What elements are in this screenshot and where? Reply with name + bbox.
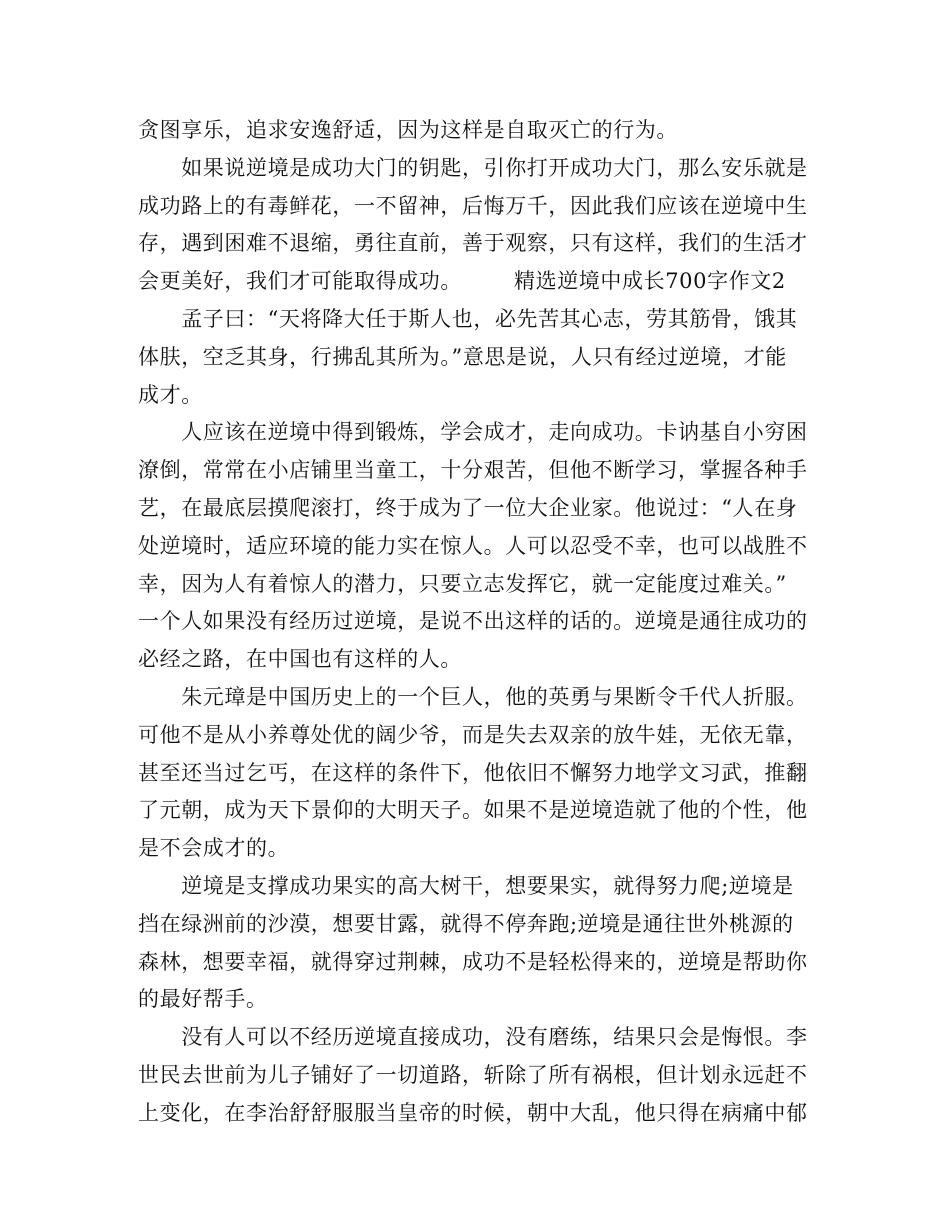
text-line: 处逆境时，适应环境的能力实在惊人。人可以忍受不幸，也可以战胜不 [138, 533, 808, 558]
text-line: 成功路上的有毒鲜花，一不留神，后悔万千，因此我们应该在逆境中生 [138, 193, 808, 218]
text-line: 艺，在最底层摸爬滚打，终于成为了一位大企业家。他说过：“人在身 [138, 495, 798, 520]
text-line: 世民去世前为儿子铺好了一切道路，斩除了所有祸根，但计划永远赶不 [138, 1062, 808, 1087]
text-line: 成才。 [138, 382, 203, 407]
text-line: 贪图享乐，追求安逸舒适，因为这样是自取灭亡的行为。 [138, 118, 678, 142]
text-line: 朱元璋是中国历史上的一个巨人，他的英勇与果断令千代人折服。 [138, 684, 808, 709]
text-line: 存，遇到困难不退缩，勇往直前，善于观察，只有这样，我们的生活才 [138, 231, 808, 256]
text-line: 如果说逆境是成功大门的钥匙，引你打开成功大门，那么安乐就是 [138, 155, 808, 180]
text-line: 的最好帮手。 [138, 987, 268, 1012]
text-line: 森林，想要幸福，就得穿过荆棘，成功不是轻松得来的，逆境是帮助你 [138, 949, 808, 974]
text-line-with-heading [138, 263, 814, 301]
text-line: 挡在绿洲前的沙漠，想要甘露，就得不停奔跑;逆境是通往世外桃源的 [138, 911, 794, 936]
text-line: 潦倒，常常在小店铺里当童工，十分艰苦，但他不断学习，掌握各种手 [138, 458, 808, 483]
text-line: 甚至还当过乞丐，在这样的条件下，他依旧不懈努力地学文习武，推翻 [138, 760, 808, 785]
text-line: 逆境是支撑成功果实的高大树干，想要果实，就得努力爬;逆境是 [138, 873, 794, 898]
text-line: 了元朝，成为天下景仰的大明天子。如果不是逆境造就了他的个性，他 [138, 798, 808, 823]
text-line: 上变化，在李治舒舒服服当皇帝的时候，朝中大乱，他只得在病痛中郁 [138, 1100, 808, 1125]
text-line: 孟子曰：“天将降大任于斯人也，必先苦其心志，劳其筋骨，饿其 [138, 306, 798, 331]
text-line: 一个人如果没有经历过逆境，是说不出这样的话的。逆境是通往成功的 [138, 609, 808, 634]
text-line: 体肤，空乏其身，行拂乱其所为。”意思是说，人只有经过逆境，才能 [138, 344, 787, 369]
text-line: 会更美好，我们才可能取得成功。 [138, 269, 462, 294]
text-line: 是不会成才的。 [138, 836, 290, 861]
text-line: 人应该在逆境中得到锻炼，学会成才，走向成功。卡讷基自小穷困 [138, 420, 808, 445]
text-line: 可他不是从小养尊处优的阔少爷，而是失去双亲的放牛娃，无依无靠， [138, 722, 808, 747]
text-line: 必经之路，在中国也有这样的人。 [138, 647, 462, 672]
essay-body [138, 112, 814, 1133]
text-line: 幸，因为人有着惊人的潜力，只要立志发挥它，就一定能度过难关。” [138, 571, 787, 596]
inline-heading: 精选逆境中成长700字作文2 [514, 269, 786, 294]
text-line: 没有人可以不经历逆境直接成功，没有磨练，结果只会是悔恨。李 [138, 1025, 808, 1050]
